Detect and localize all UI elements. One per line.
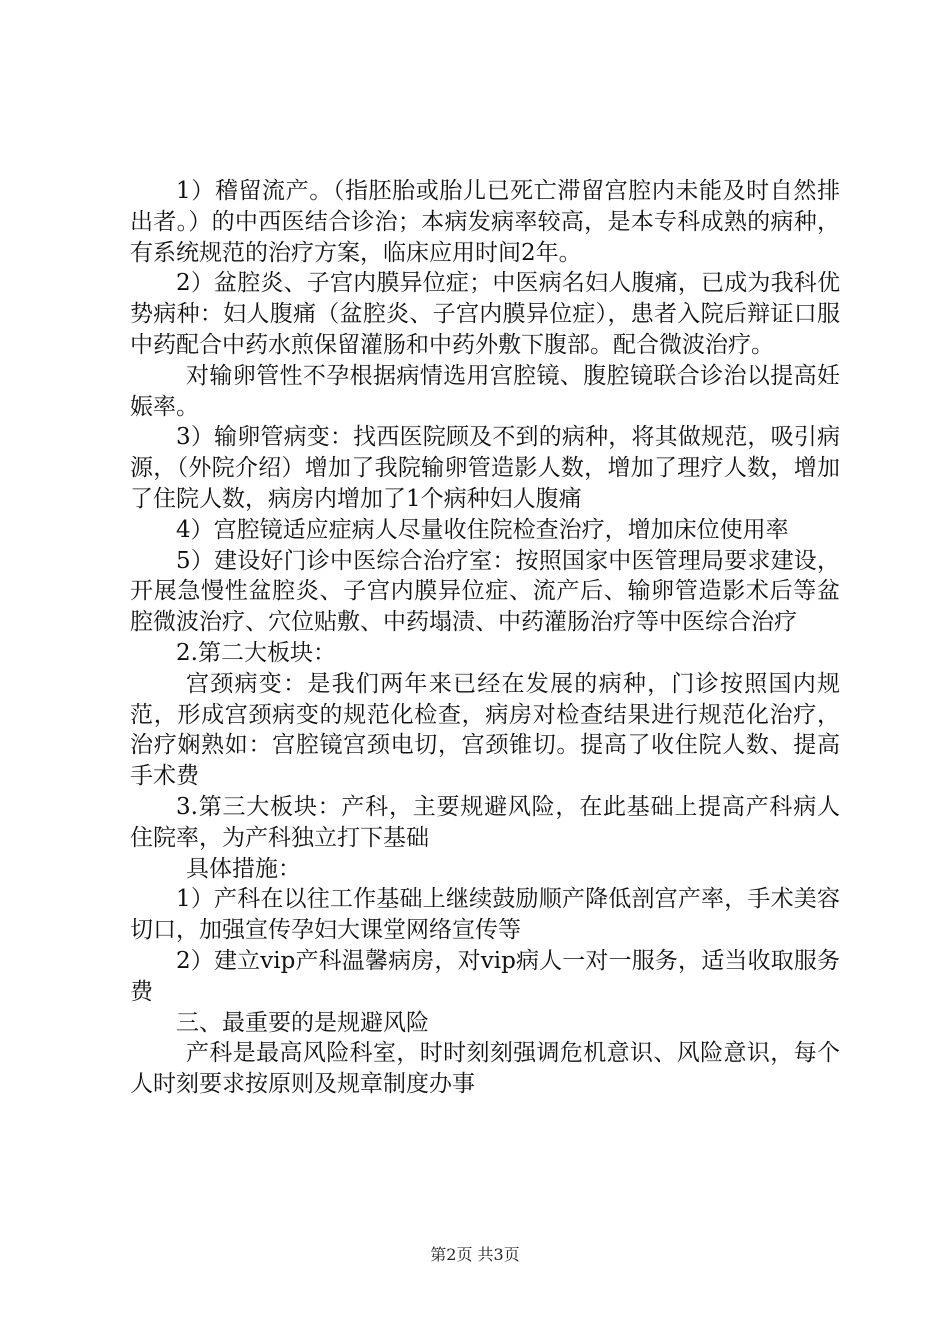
paragraph-obstetrics-risk: 产科是最高风险科室，时时刻刻强调危机意识、风险意识，每个人时刻要求按原则及规章制度办事 xyxy=(130,1040,840,1098)
paragraph-natural-birth: 1）产科在以往工作基础上继续鼓励顺产降低剖宫产率，手术美容切口，加强宣传孕妇大课堂网络宣传等 xyxy=(130,886,840,944)
heading-risk-avoidance: 三、最重要的是规避风险 xyxy=(176,1009,429,1036)
paragraph-third-section: 3.第三大板块：产科，主要规避风险，在此基础上提高产科病人住院率，为产科独立打下基础 xyxy=(130,793,840,851)
heading-specific-measures: 具体措施： xyxy=(186,855,301,882)
paragraph-pelvic-inflammation: 2）盆腔炎、子宫内膜异位症；中医病名妇人腹痛，已成为我科优势病种：妇人腹痛（盆腔炎、子宫内膜异位症），患者入院后辩证口服中药配合中药水煎保留灌肠和中药外敷下腹部。配合微波治疗。 xyxy=(130,270,840,358)
page-number-footer: 第2页 共3页 xyxy=(430,1245,520,1264)
heading-second-section: 2.第二大板块： xyxy=(176,639,336,666)
paragraph-missed-abortion: 1）稽留流产。（指胚胎或胎儿已死亡滞留宫腔内未能及时自然排出者。）的中西医结合诊治；本病发病率较高，是本专科成熟的病种，有系统规范的治疗方案，临床应用时间2年。 xyxy=(130,178,840,266)
paragraph-tubal-infertility: 对输卵管性不孕根据病情选用宫腔镜、腹腔镜联合诊治以提高妊娠率。 xyxy=(130,362,840,420)
paragraph-cervical-lesion: 宫颈病变：是我们两年来已经在发展的病种，门诊按照国内规范，形成宫颈病变的规范化检查，病房对检查结果进行规范化治疗，治疗娴熟如：宫腔镜宫颈电切，宫颈锥切。提高了收住院人数、提高手术费 xyxy=(130,670,840,790)
paragraph-hysteroscopy: 4）宫腔镜适应症病人尽量收住院检查治疗，增加床位使用率 xyxy=(176,516,789,543)
paragraph-tubal-lesion: 3）输卵管病变：找西医院顾及不到的病种，将其做规范，吸引病源，（外院介绍）增加了我院输卵管造影人数，增加了理疗人数，增加了住院人数，病房内增加了1个病种妇人腹痛 xyxy=(130,424,840,512)
paragraph-vip-ward: 2）建立vip产科温馨病房，对vip病人一对一服务，适当收取服务费 xyxy=(130,947,840,1005)
paragraph-tcm-treatment-room: 5）建设好门诊中医综合治疗室：按照国家中医管理局要求建设，开展急慢性盆腔炎、子宫内膜异位症、流产后、输卵管造影术后等盆腔微波治疗、穴位贴敷、中药塌渍、中药灌肠治疗等中医综合治疗 xyxy=(130,547,840,636)
document-body xyxy=(130,176,840,1100)
